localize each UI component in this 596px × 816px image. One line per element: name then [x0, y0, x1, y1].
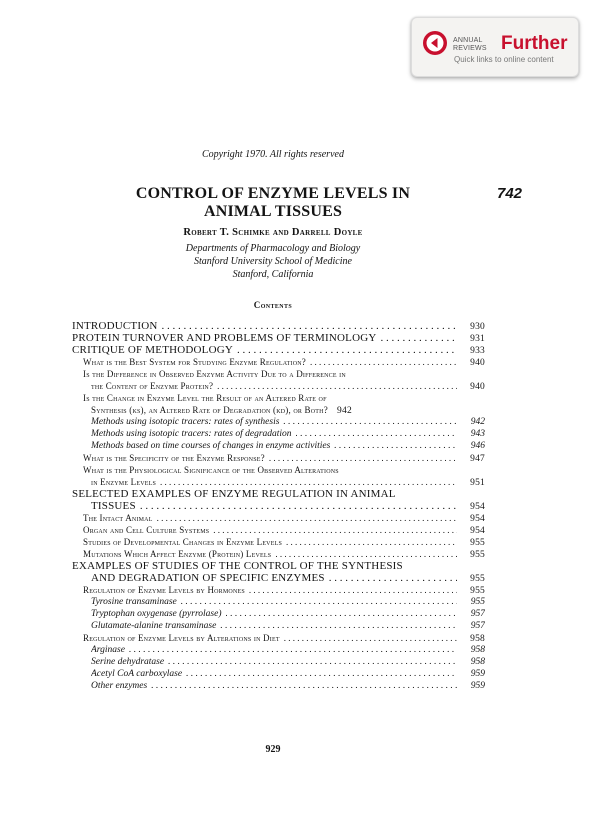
toc-entry-label: Methods based on time courses of changes in enzyme activities: [91, 441, 331, 451]
toc-entry-page: 957: [470, 621, 485, 631]
toc-dot-leader: [329, 572, 457, 584]
toc-entry-page: 946: [470, 441, 485, 451]
toc-entry-label: AND DEGRADATION OF SPECIFIC ENZYMES: [91, 572, 325, 584]
toc-dot-leader: [168, 656, 457, 668]
toc-dot-leader: [284, 632, 457, 644]
toc-entry-page: 954: [470, 526, 485, 536]
toc-entry-label: What is the Best System for Studying Enzyme Regulation?: [83, 357, 306, 367]
toc-entry-label: Other enzymes: [91, 681, 148, 691]
toc-entry: [91, 644, 485, 656]
toc-entry-label: TISSUES: [91, 500, 136, 512]
toc-dot-leader: [220, 620, 457, 632]
toc-entry-page: 955: [470, 538, 485, 548]
toc-dot-leader: [269, 452, 457, 464]
toc-entry-label: Serine dehydratase: [91, 657, 165, 667]
toc-dot-leader: [186, 668, 457, 680]
toc-entry-label: Studies of Developmental Changes in Enzyme Levels: [83, 537, 282, 547]
toc-entry-line: Is the Change in Enzyme Level the Result of an Altered Rate of: [83, 393, 327, 403]
toc-entry-page: 959: [470, 669, 485, 679]
toc-entry-label: Regulation of Enzyme Levels by Hormones: [83, 585, 245, 595]
toc-entry-line: SELECTED EXAMPLES OF ENZYME REGULATION IN ANIMAL: [72, 488, 396, 500]
toc-entry-page: 954: [470, 514, 485, 524]
affiliation-line-3: Stanford, California: [232, 269, 314, 280]
toc-entry-page: 958: [470, 634, 485, 644]
banner-annual-text: ANNUAL: [453, 37, 483, 44]
play-arrow-icon: [422, 30, 448, 56]
toc-entry: [91, 500, 485, 512]
toc-entry-label: Glutamate-alanine transaminase: [91, 621, 217, 631]
toc-dot-leader: [283, 416, 457, 428]
toc-entry-line: Is the Difference in Observed Enzyme Activity Due to a Difference in: [83, 369, 346, 379]
toc-dot-leader: [226, 608, 457, 620]
toc-dot-leader: [140, 500, 457, 512]
toc-entry-label: INTRODUCTION: [72, 320, 158, 332]
toc-entry-page: 958: [470, 645, 485, 655]
article-title-line-1: CONTROL OF ENZYME LEVELS IN: [135, 185, 411, 202]
further-banner[interactable]: [411, 17, 579, 77]
toc-entry-page: 951: [470, 478, 485, 488]
toc-dot-leader: [162, 320, 457, 332]
toc-dot-leader: [275, 548, 457, 560]
toc-entry-page: 942: [337, 406, 352, 416]
affiliation-line-1: Departments of Pharmacology and Biology: [185, 243, 361, 254]
toc-entry: [83, 548, 485, 560]
contents-heading: Contents: [253, 300, 293, 310]
toc-dot-leader: [249, 584, 457, 596]
toc-entry-page: 933: [470, 346, 485, 356]
banner-tagline: Quick links to online content: [454, 55, 554, 64]
toc-entry: [83, 524, 485, 536]
toc-entry-label: Methods using isotopic tracers: rates of degradation: [91, 429, 292, 439]
toc-dot-leader: [286, 536, 457, 548]
toc-entry: [72, 344, 485, 356]
toc-entry-label: in Enzyme Levels: [91, 477, 157, 487]
toc-entry-page: 955: [470, 550, 485, 560]
toc-entry-label: Mutations Which Affect Enzyme (Protein) Levels: [83, 549, 272, 559]
toc-entry-page: 942: [470, 417, 485, 427]
copyright-line: Copyright 1970. All rights reserved: [202, 149, 344, 160]
toc-dot-leader: [217, 380, 457, 392]
toc-entry-page: 958: [470, 657, 485, 667]
toc-entry-label: Arginase: [91, 645, 125, 655]
toc-entry-label: Synthesis (ks), an Altered Rate of Degradation (kd), or Both?: [91, 405, 328, 415]
toc-entry-label: Methods using isotopic tracers: rates of synthesis: [91, 417, 280, 427]
toc-entry: [83, 632, 485, 644]
banner-reviews-text: REVIEWS: [453, 45, 487, 52]
article-page-number: 742: [497, 185, 523, 202]
toc-entry: [83, 356, 485, 368]
toc-entry-page: 931: [470, 334, 485, 344]
toc-entry-label: CRITIQUE OF METHODOLOGY: [72, 344, 234, 356]
toc-entry: [91, 404, 485, 416]
toc-entry: [91, 416, 485, 428]
toc-entry-label: the Content of Enzyme Protein?: [91, 381, 214, 391]
toc-entry-page: 955: [470, 586, 485, 596]
toc-entry-line: What is the Physiological Significance of the Observed Alterations: [83, 465, 339, 475]
toc-entry-label: Tryptophan oxygenase (pyrrolase): [91, 609, 222, 619]
toc-entry-line: EXAMPLES OF STUDIES OF THE CONTROL OF THE SYNTHESIS: [72, 560, 403, 572]
toc-entry-label: Regulation of Enzyme Levels by Alterations in Diet: [83, 633, 280, 643]
toc-entry-label: Acetyl CoA carboxylase: [91, 669, 183, 679]
folio-page-number: 929: [265, 744, 281, 755]
toc-entry: [91, 668, 485, 680]
toc-entry-label: The Intact Animal: [83, 513, 153, 523]
authors: Robert T. Schimke and Darrell Doyle: [183, 227, 363, 238]
toc-dot-leader: [129, 644, 457, 656]
toc-dot-leader: [381, 332, 457, 344]
toc-entry-label: Tyrosine transaminase: [91, 597, 177, 607]
article-title-line-2: ANIMAL TISSUES: [203, 203, 343, 220]
toc-entry: [91, 572, 485, 584]
toc-dot-leader: [151, 680, 457, 692]
toc-entry: [91, 440, 485, 452]
toc-entry: [91, 428, 485, 440]
toc-entry-label: PROTEIN TURNOVER AND PROBLEMS OF TERMINOLOGY: [72, 332, 377, 344]
toc-entry: [91, 476, 485, 488]
toc-entry-page: 930: [470, 322, 485, 332]
toc-entry-page: 940: [470, 382, 485, 392]
toc-entry-label: What is the Specificity of the Enzyme Response?: [83, 453, 265, 463]
toc-entry: [91, 608, 485, 620]
toc-entry: [91, 680, 485, 692]
toc-entry-page: 957: [470, 609, 485, 619]
toc-entry-page: 940: [470, 358, 485, 368]
toc-entry: [83, 452, 485, 464]
toc-entry: [72, 332, 485, 344]
toc-entry-page: 955: [470, 597, 485, 607]
toc-dot-leader: [157, 512, 457, 524]
toc-entry: [91, 380, 485, 392]
toc-entry-page: 955: [470, 574, 485, 584]
affiliation-line-2: Stanford University School of Medicine: [194, 256, 352, 267]
toc-entry: [72, 320, 485, 332]
toc-dot-leader: [181, 596, 457, 608]
toc-entry: [83, 536, 485, 548]
toc-dot-leader: [237, 344, 457, 356]
toc-entry-page: 943: [470, 429, 485, 439]
toc-entry-page: 954: [470, 502, 485, 512]
toc-entry-label: Organ and Cell Culture Systems: [83, 525, 210, 535]
toc-entry: [83, 512, 485, 524]
banner-further-text: Further: [501, 33, 568, 54]
toc-dot-leader: [334, 440, 457, 452]
toc-entry: [83, 584, 485, 596]
toc-entry: [91, 620, 485, 632]
toc-dot-leader: [310, 356, 457, 368]
toc-entry: [91, 656, 485, 668]
toc-entry: [91, 596, 485, 608]
toc-entry-page: 947: [470, 454, 485, 464]
toc-dot-leader: [160, 476, 457, 488]
toc-entry-page: 959: [470, 681, 485, 691]
toc-dot-leader: [213, 524, 457, 536]
toc-dot-leader: [296, 428, 457, 440]
